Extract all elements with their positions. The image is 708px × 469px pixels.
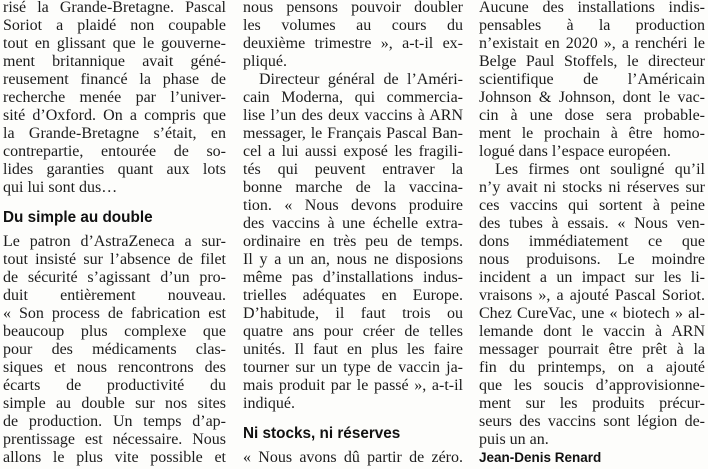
article-column-3: [479, 0, 705, 467]
article-line: seurs des vaccins sont légion de-: [479, 413, 705, 430]
article-line: vraisons », a ajouté Pascal Soriot.: [479, 287, 705, 304]
article-line: cel a lui aussi exposé les fragili-: [243, 143, 463, 160]
article-line: beaucoup plus complexe que: [3, 323, 226, 340]
paragraph: [243, 0, 463, 71]
paragraph: [243, 449, 463, 467]
article-line: quatre ans pour créer de telles: [243, 323, 463, 340]
paragraph: [3, 233, 226, 467]
article-line: messager, le Français Pascal Ban-: [243, 125, 463, 142]
paragraph: [3, 0, 226, 197]
article-line: que les soucis d’approvisionne-: [479, 377, 705, 394]
article-line: les volumes au cours du: [243, 17, 463, 34]
article-line: Johnson & Johnson, dont le vac-: [479, 89, 705, 106]
article-line: tés qui peuvent entraver la: [243, 161, 463, 178]
article-line: ment britannique avait géné-: [3, 53, 226, 70]
article-line: Aucune des installations indis-: [479, 0, 705, 16]
article-line: qui lui sont dus…: [3, 179, 118, 196]
article-line: tion. « Nous devons produire: [243, 197, 463, 214]
article-line: Il y a un an, nous ne disposions: [243, 251, 463, 268]
section-heading: Du simple au double: [3, 209, 153, 226]
article-line: nous produisons. Le moindre: [479, 251, 705, 268]
article-line: deuxième trimestre », a-t-il ex-: [243, 35, 463, 52]
article-line: bonne marche de la vaccina-: [243, 179, 463, 196]
article-line: Belge Paul Stoffels, le directeur: [479, 53, 705, 70]
article-line: lemande dont le vaccin à ARN: [479, 323, 705, 340]
article-line: des vaccins à une échelle extra-: [243, 215, 463, 232]
byline: Jean-Denis Renard: [479, 450, 602, 465]
article-line: des tubes à essais. « Nous ven-: [479, 215, 705, 232]
article-line: Directeur général de l’Améri-: [259, 71, 463, 88]
article-line: trielles adéquates en Europe.: [243, 287, 463, 304]
article-line: recherche menée par l’univer-: [3, 89, 226, 106]
article-line: scientifique de l’Américain: [479, 71, 705, 88]
article-line: prentissage est nécessaire. Nous: [3, 431, 226, 448]
article-line: de sécurité s’agissant d’un pro-: [3, 269, 226, 286]
article-line: unités. Il faut en plus les faire: [243, 341, 463, 358]
article-line: Chez CureVac, une « biotech » al-: [479, 305, 705, 322]
article-line: tout insisté sur l’absence de filet: [3, 251, 226, 268]
paragraph: [479, 161, 705, 449]
article-line: ment le prochain à être homo-: [479, 125, 705, 142]
article-line: écarts de productivité du: [3, 377, 226, 394]
paragraph: [479, 0, 705, 161]
article-line: D’habitude, il faut trois ou: [243, 305, 463, 322]
article-line: cain Moderna, qui commercia-: [243, 89, 463, 106]
article-line: tourner sur un type de vaccin ja-: [243, 359, 463, 376]
paragraph: [243, 71, 463, 413]
article-line: « Nous avons dû partir de zéro.: [243, 449, 463, 466]
article-line: Les firmes ont souligné qu’il: [495, 161, 705, 178]
article-line: nous pensons pouvoir doubler: [243, 0, 463, 16]
article-line: lides garanties quant aux lots: [3, 161, 226, 178]
article-line: duit entièrement nouveau.: [3, 287, 226, 304]
article-line: cin à une dose sera probable-: [479, 107, 705, 124]
article-line: contrepartie, entourée de so-: [3, 143, 226, 160]
article-line: mais produit par le passé », a-t-il: [243, 377, 463, 394]
article-line: même pas d’installations indus-: [243, 269, 463, 286]
article-line: lise l’un des deux vaccins à ARN: [243, 107, 463, 124]
article-line: de production. Un temps d’ap-: [3, 413, 226, 430]
article-line: n’y avait ni stocks ni réserves sur: [479, 179, 705, 196]
article-line: ordinaire en très peu de temps.: [243, 233, 463, 250]
article-line: incident a un impact sur les li-: [479, 269, 705, 286]
article-line: fin du printemps, on a ajouté: [479, 359, 705, 376]
article-line: n’existait en 2020 », a renchéri le: [479, 35, 705, 52]
article-line: reusement financé la phase de: [3, 71, 226, 88]
article-line: risé la Grande-Bretagne. Pascal: [3, 0, 226, 16]
article-line: puis un an.: [479, 431, 549, 448]
article-line: dons immédiatement ce que: [479, 233, 705, 250]
article-line: Le patron d’AstraZeneca a sur-: [3, 233, 226, 250]
article-column-2: [243, 0, 463, 467]
article-line: sité d’Oxford. On a compris que: [3, 107, 226, 124]
article-line: la Grande-Bretagne s’était, en: [3, 125, 226, 142]
section-heading: Ni stocks, ni réserves: [243, 425, 401, 442]
article-line: siques et nous rencontrons des: [3, 359, 226, 376]
article-line: pensables à la production: [479, 17, 705, 34]
article-line: messager pourrait être prêt à la: [479, 341, 705, 358]
article-line: simple au double sur nos sites: [3, 395, 226, 412]
article-line: logué dans l’espace européen.: [479, 143, 671, 160]
article-line: allons le plus vite possible et: [3, 449, 226, 466]
article-column-1: [3, 0, 226, 467]
article-line: pour des médicaments clas-: [3, 341, 226, 358]
article-line: indiqué.: [243, 395, 295, 412]
article-line: ment sur les produits précur-: [479, 395, 705, 412]
article-line: Soriot a plaidé non coupable: [3, 17, 226, 34]
article-line: pliqué.: [243, 53, 287, 70]
article-line: ces vaccins qui sortent à peine: [479, 197, 705, 214]
article-line: « Son process de fabrication est: [3, 305, 226, 322]
article-line: tout en glissant que le gouverne-: [3, 35, 226, 52]
